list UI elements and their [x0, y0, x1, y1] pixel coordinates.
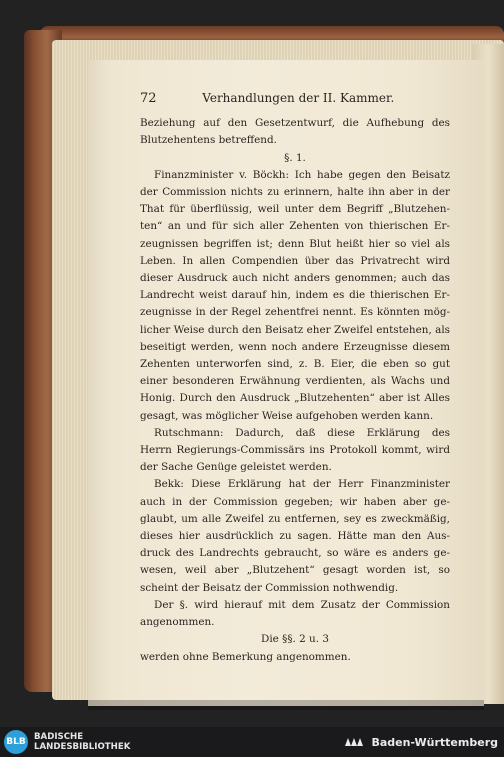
- text-line: Der §. wird hierauf mit dem Zusatz der Commission: [154, 598, 450, 611]
- footer-bar: [0, 727, 504, 757]
- text-line: auch in der Commission gegeben; wir haben aber ge-: [140, 495, 450, 508]
- blb-name-line1: BADISCHE: [34, 732, 84, 742]
- text-line: der Commission nichts zu erinnern, halte ihn aber in der: [140, 186, 450, 199]
- text-line: druck des Landrechts gebraucht, so wäre es anders ge-: [140, 547, 450, 560]
- text-line: Honig. Durch den Ausdruck „Blutzehenten“ aber ist Alles: [140, 392, 450, 405]
- text-line: ten“ an und für sich aller Zehenten von thierischen Er-: [140, 220, 450, 233]
- text-line: wesen, weil aber „Blutzehent“ gesagt worden ist, so: [140, 564, 450, 577]
- text-lines: [140, 115, 450, 666]
- text-line: Blutzehentens betreffend.: [140, 134, 277, 147]
- text-line: Leben. In allen Compendien über das Privatrecht wird: [140, 254, 450, 267]
- bw-text: Baden-Württemberg: [371, 735, 498, 749]
- text-line: Herrn Regierungs-Commissärs ins Protokoll kommt, wird: [140, 444, 450, 457]
- page-number: 72: [140, 91, 157, 106]
- text-line: Beziehung auf den Gesetzentwurf, die Aufhebung des: [140, 117, 450, 130]
- text-line: der Sache Genüge geleistet werden.: [140, 461, 332, 474]
- page-text: [140, 90, 450, 666]
- text-line: licher Weise durch den Beisatz eher Zweifel entstehen, als: [140, 323, 450, 336]
- blb-name-line2: LANDESBIBLIOTHEK: [34, 742, 131, 752]
- text-line: scheint der Beisatz der Commission nothwendig.: [140, 581, 399, 594]
- text-line: zeugnisse in der Regel zehentfrei nennt. Es könnten mög-: [140, 306, 450, 319]
- text-line: beseitigt werden, wenn noch andere Erzeugnisse diesem: [140, 340, 450, 353]
- bw-logo[interactable]: [343, 734, 498, 750]
- text-line: angenommen.: [140, 616, 215, 629]
- text-line: Die §§. 2 u. 3: [261, 633, 329, 646]
- text-line: einer besonderen Erwähnung verdienten, als Wachs und: [140, 375, 450, 388]
- text-line: zeugnissen begriffen ist; denn Blut heißt hier so viel als: [140, 237, 450, 250]
- text-line: Rutschmann: Dadurch, daß diese Erklärung des: [154, 426, 450, 439]
- text-line: §. 1.: [284, 151, 306, 164]
- text-line: Finanzminister v. Böckh: Ich habe gegen den Beisatz: [154, 168, 450, 181]
- text-line: glaubt, um alle Zweifel zu entfernen, sey es zweckmäßig,: [140, 512, 450, 525]
- text-line: werden ohne Bemerkung angenommen.: [140, 650, 351, 663]
- text-line: dieser Ausdruck auch nicht anders genommen; auch das: [140, 272, 450, 285]
- text-line: Bekk: Diese Erklärung hat der Herr Finanzminister: [154, 478, 450, 491]
- text-line: Landrecht weist darauf hin, indem es die thierischen Er-: [140, 289, 450, 302]
- text-line: dieses hier ausdrücklich zu sagen. Hätte man den Aus-: [140, 530, 450, 543]
- lions-icon: [343, 734, 365, 750]
- page-shadow: [88, 700, 484, 710]
- page-header: [140, 90, 450, 107]
- text-line: gesagt, was möglicher Weise aufgehoben werden kann.: [140, 409, 434, 422]
- blb-logo[interactable]: BLB: [4, 730, 28, 754]
- blb-name[interactable]: [34, 732, 130, 752]
- running-head: Verhandlungen der II. Kammer.: [202, 91, 395, 105]
- text-line: Zehenten unterworfen sind, z. B. Eier, die eben so gut: [140, 358, 450, 371]
- text-line: That für überflüssig, weil unter dem Begriff „Blutzehen-: [140, 203, 450, 216]
